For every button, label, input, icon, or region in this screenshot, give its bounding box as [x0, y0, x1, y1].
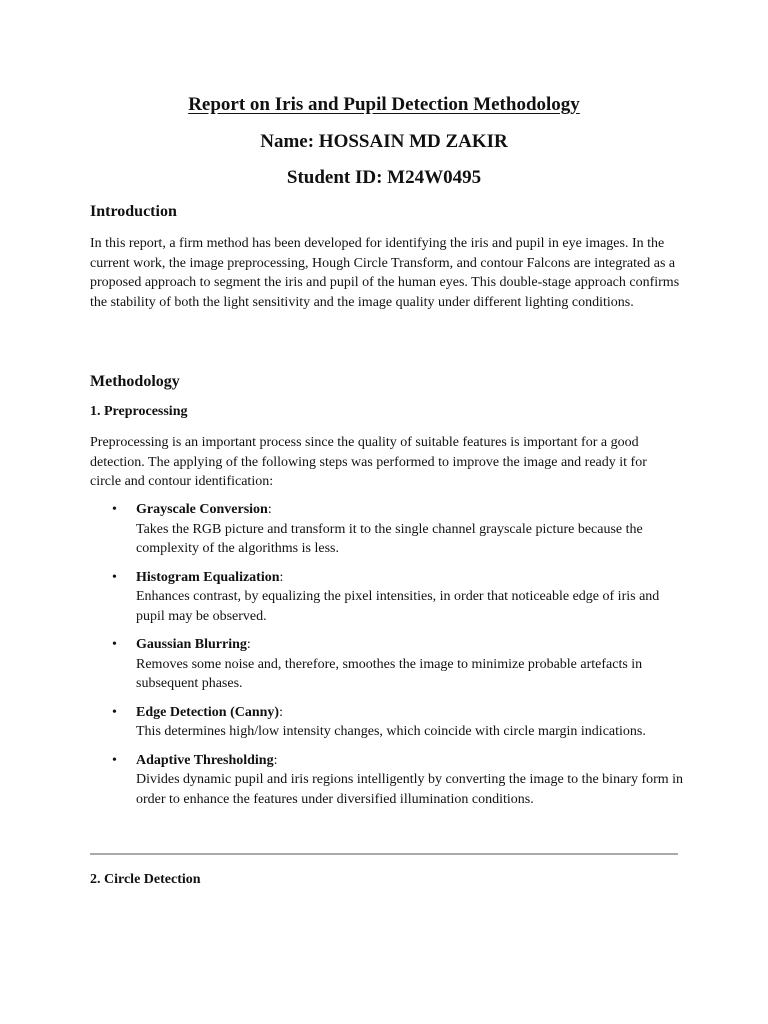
- step-description: Divides dynamic pupil and iris regions intelligently by converting the image to the binary form in order to enhance the features under diversified illumination conditions.: [136, 772, 684, 807]
- methodology-heading: Methodology: [90, 373, 180, 390]
- list-item: • Gaussian Blurring: Removes some noise and, therefore, smoothes the image to minimize probable artefacts in subsequent phases.: [90, 635, 690, 694]
- step-term: Histogram Equalization: [136, 569, 280, 585]
- bullet-icon: •: [112, 752, 117, 768]
- bullet-icon: •: [112, 502, 117, 517]
- list-item: • Histogram Equalization: Enhances contrast, by equalizing the pixel intensities, in order that noticeable edge of iris and pupil may be observed.: [90, 568, 690, 627]
- circle-detection-heading: 2. Circle Detection: [90, 872, 201, 887]
- preprocessing-paragraph: Preprocessing is an important process since the quality of suitable features is important for a good detection. The applying of the following steps was performed to improve the image and ready it for circle and contour identification:: [90, 435, 647, 489]
- step-description: Enhances contrast, by equalizing the pixel intensities, in order that noticeable edge of iris and pupil may be observed.: [136, 589, 660, 624]
- preprocessing-heading: 1. Preprocessing: [90, 404, 188, 419]
- introduction-paragraph: In this report, a firm method has been developed for identifying the iris and pupil in eye images. In the current work, the image preprocessing, Hough Circle Transform, and contour Falcons are integrated as a proposed approach to segment the iris and pupil of the human eyes. This double-stage approach confirms the stability of both the light sensitivity and the image quality under different lighting conditions.: [90, 236, 680, 310]
- step-description: Removes some noise and, therefore, smoothes the image to minimize probable artefacts in subsequent phases.: [136, 656, 643, 691]
- list-item: • Edge Detection (Canny): This determines high/low intensity changes, which coincide with circle margin indications.: [90, 703, 690, 742]
- introduction-heading: Introduction: [90, 203, 177, 220]
- report-title: Report on Iris and Pupil Detection Methodology: [188, 94, 580, 115]
- step-term: Grayscale Conversion: [136, 502, 268, 517]
- preprocessing-steps-list: [90, 500, 690, 818]
- step-term: Gaussian Blurring: [136, 637, 247, 652]
- step-term: Edge Detection (Canny): [136, 704, 280, 720]
- bullet-icon: •: [112, 704, 117, 720]
- step-description: Takes the RGB picture and transform it to the single channel grayscale picture because the complexity of the algorithms is less.: [136, 521, 643, 556]
- student-id: Student ID: M24W0495: [286, 167, 482, 188]
- list-item: • Adaptive Thresholding: Divides dynamic pupil and iris regions intelligently by converting the image to the binary form in order to enhance the features under diversified illumination conditions.: [90, 751, 690, 810]
- bullet-icon: •: [112, 569, 117, 585]
- section-divider: [90, 853, 678, 855]
- step-description: This determines high/low intensity changes, which coincide with circle margin indications.: [136, 724, 646, 739]
- author-name: Name: HOSSAIN MD ZAKIR: [260, 131, 508, 152]
- list-item: • Grayscale Conversion: Takes the RGB picture and transform it to the single channel grayscale picture because the complexity of the algorithms is less.: [90, 500, 690, 559]
- step-term: Adaptive Thresholding: [136, 752, 274, 768]
- bullet-icon: •: [112, 637, 117, 652]
